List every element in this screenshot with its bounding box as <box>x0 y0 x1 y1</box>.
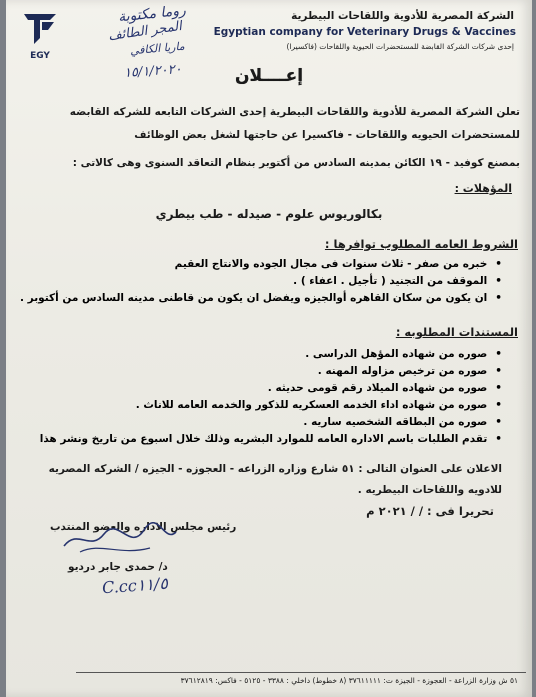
list-item: • صوره من شهاده اداء الخدمه العسكريه للذكور والخدمه العامه للاناث . <box>40 397 502 414</box>
dated-line: تحريرا فى : / / ٢٠٢١ م <box>366 504 494 518</box>
qualifications-text: بكالوريوس علوم - صيدله - طب بيطري <box>155 207 383 221</box>
handwritten-note: روما مكتوبة <box>117 2 187 26</box>
intro-line-3: بمصنع كوفيد - ١٩ الكائن بمدينه السادس من أكتوبر بنظام التعاقد السنوى وهى كالاتى : <box>72 157 520 169</box>
list-item: • صوره من شهاده الميلاد رقم قومى حديثه . <box>40 380 502 397</box>
list-item: • ان يكون من سكان القاهره أوالجيزه ويفضل ان يكون من قاطنى مدينه السادس من أكتوبر . <box>20 290 502 307</box>
intro-line-1: تعلن الشركة المصرية للأدوية واللقاحات البيطرية إحدى الشركات التابعه للشركه القابضه <box>69 106 520 118</box>
company-subsidiary: إحدى شركات الشركة القابضة للمستحضرات الحيوية واللقاحات (فاكسيرا) <box>286 42 514 51</box>
list-item: • خبره من صفر - ثلاث سنوات فى مجال الجوده والانتاج العقيم <box>20 256 502 273</box>
announcement-title: إعــــلان <box>234 66 304 86</box>
intro-line-2: للمستحضرات الحيويه واللقاحات - فاكسيرا عن حاجتها لشغل بعض الوظائف <box>134 129 520 141</box>
handwritten-date-top: ١٥/١/٢٠٢٠ <box>123 62 183 81</box>
list-item: • صوره من ترخيص مزاوله المهنه . <box>40 363 502 380</box>
conditions-list <box>20 256 502 307</box>
list-item: • صوره من شهاده المؤهل الدراسى . <box>40 346 502 363</box>
handwritten-date-bottom: C.cc١١/٥ <box>101 573 169 598</box>
documents-continuation-1: الاعلان على العنوان التالى : ٥١ شارع وزاره الزراعه - العجوزه - الجيزه / الشركه المصريه <box>48 463 502 475</box>
logo-text: EGY <box>30 51 50 61</box>
list-item: • الموقف من التجنيد ( تأجيل . اعفاء ) . <box>20 273 502 290</box>
qualifications-heading: المؤهلات : <box>454 182 512 195</box>
footer-divider <box>76 672 526 673</box>
signature-name: د/ حمدى جابر درديو <box>68 561 168 573</box>
company-name-arabic: الشركة المصرية للأدوية واللقاحات البيطرية <box>291 10 514 22</box>
conditions-heading: الشروط العامه المطلوب توافرها : <box>324 237 518 251</box>
list-item: • تقدم الطلبات باسم الاداره العامه للموارد البشريه وذلك خلال اسبوع من تاريخ ونشر هذا <box>40 431 502 448</box>
footer-address: ٥١ ش وزارة الزراعة - العجوزة - الجيزة ت: ٣٧٦١١١١١ (٨ خطوط) داخلي : ٣٣٨٨ - ٥١٢٥ - فاكس: ٣٧٦١٢٨١٩ <box>180 676 518 685</box>
signature-title: رئيس مجلس الاداره والعضو المنتدب <box>50 521 237 533</box>
company-logo-icon <box>20 8 60 64</box>
list-item: • صوره من البطاقه الشخصيه ساريه . <box>40 414 502 431</box>
announcement-paper <box>6 0 532 697</box>
company-name-english: Egyptian company for Veterinary Drugs & Vaccines <box>213 26 516 38</box>
signature-scribble-icon <box>60 522 180 558</box>
handwritten-note-2: المجر الطائف <box>107 18 183 45</box>
documents-heading: المستندات المطلوبه : <box>395 325 518 339</box>
documents-list <box>40 346 502 448</box>
documents-continuation-2: للادويه واللقاحات البيطريه . <box>357 484 502 496</box>
handwritten-note-3: ماريا الكافي <box>129 39 186 58</box>
